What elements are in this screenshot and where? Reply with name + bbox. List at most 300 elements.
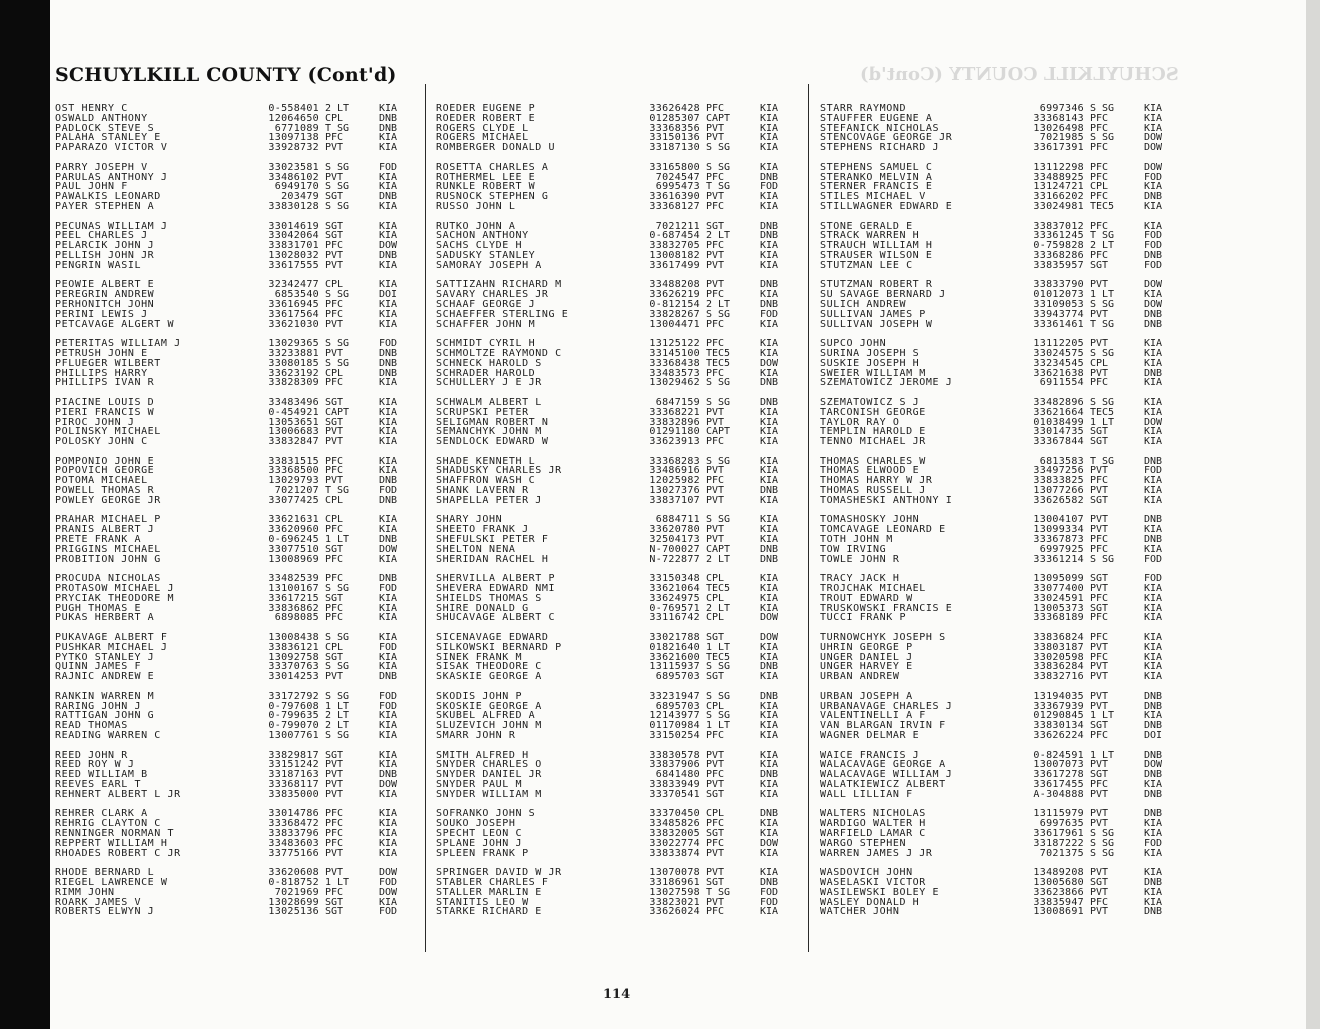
record-serial: 33828267 xyxy=(649,308,700,320)
record-name: PAUL JOHN F xyxy=(55,182,128,193)
record-serial: 33835957 xyxy=(1033,259,1084,271)
record-group xyxy=(820,692,1175,741)
record-group xyxy=(55,457,410,506)
record-row xyxy=(55,241,410,251)
record-serial: 13194035 xyxy=(1033,690,1084,702)
record-serial: 13008691 xyxy=(1033,906,1084,918)
record-name: WASELASKI VICTOR xyxy=(820,877,926,888)
record-status: KIA xyxy=(379,132,398,144)
record-row xyxy=(55,662,410,672)
record-row xyxy=(820,574,1175,584)
record-serial: 33833825 xyxy=(1033,475,1084,487)
record-name: URBAN ANDREW xyxy=(820,672,900,683)
record-row xyxy=(436,231,791,241)
column-divider xyxy=(808,84,809,952)
record-rank: PVT xyxy=(706,417,725,428)
record-rank: 2 LT xyxy=(325,711,350,722)
record-row xyxy=(820,819,1175,829)
record-status: DNB xyxy=(1144,769,1163,781)
record-serial: 33234545 xyxy=(1033,357,1084,369)
record-status: KIA xyxy=(760,112,779,124)
record-row xyxy=(55,545,410,555)
record-status: FOD xyxy=(1144,171,1163,183)
record-rank: 2 LT xyxy=(325,721,350,731)
record-name: PECUNAS WILLIAM J xyxy=(55,221,168,232)
record-rank: PFC xyxy=(1090,633,1109,643)
record-row xyxy=(436,633,791,643)
record-serial: 13008182 xyxy=(649,249,700,261)
record-name: SISAK THEODORE C xyxy=(436,662,542,673)
record-status: KIA xyxy=(1144,543,1163,555)
record-row xyxy=(436,349,791,359)
record-status: KIA xyxy=(760,710,779,722)
record-rank: PFC xyxy=(1090,378,1109,389)
record-rank: SGT xyxy=(706,789,725,800)
record-serial: 32342477 xyxy=(268,279,319,291)
record-status: KIA xyxy=(760,436,779,448)
record-name: OSWALD ANTHONY xyxy=(55,113,148,124)
record-status: KIA xyxy=(379,377,398,389)
record-name: PETRUSH JOHN E xyxy=(55,348,148,359)
roster-column-right xyxy=(820,104,1175,927)
record-rank: S SG xyxy=(1090,133,1115,144)
record-name: STUTZMAN LEE C xyxy=(820,260,913,271)
record-row xyxy=(820,662,1175,672)
record-status: DNB xyxy=(760,396,779,408)
record-status: KIA xyxy=(379,602,398,614)
record-rank: PFC xyxy=(325,299,344,310)
record-serial: 33488208 xyxy=(649,279,700,291)
record-row xyxy=(820,613,1175,623)
record-rank: PFC xyxy=(706,290,725,300)
record-row xyxy=(436,731,791,741)
record-name: PHILLIPS HARRY xyxy=(55,368,148,379)
record-rank: PFC xyxy=(706,437,725,447)
record-name: ROBERTS ELWYN J xyxy=(55,907,155,918)
record-rank: PVT xyxy=(1090,280,1109,291)
record-row xyxy=(55,476,410,486)
record-name: SCRUPSKI PETER xyxy=(436,407,529,418)
record-rank: PVT xyxy=(325,848,344,859)
record-name: POWELL THOMAS R xyxy=(55,486,155,496)
record-name: PROCUDA NICHOLAS xyxy=(55,574,161,585)
record-status: FOD xyxy=(760,886,779,898)
record-row xyxy=(55,320,410,330)
record-rank: PVT xyxy=(325,868,344,878)
record-status: KIA xyxy=(1144,818,1163,830)
record-rank: PVT xyxy=(706,280,725,291)
record-rank: PFC xyxy=(1090,221,1109,232)
record-status: KIA xyxy=(379,524,398,536)
record-name: ROGERS MICHAEL xyxy=(436,133,529,144)
record-row xyxy=(436,672,791,682)
record-status: KIA xyxy=(760,524,779,536)
record-name: POLINSKY MICHAEL xyxy=(55,427,161,438)
record-name: REED ROY W J xyxy=(55,760,135,771)
record-status: FOD xyxy=(379,906,398,918)
record-group xyxy=(436,515,791,564)
record-rank: SGT xyxy=(325,221,344,232)
record-status: DOW xyxy=(379,240,398,252)
record-name: URBAN JOSEPH A xyxy=(820,691,913,702)
page-title: SCHUYLKILL COUNTY (Cont'd) xyxy=(55,64,397,86)
record-name: SNYDER CHARLES O xyxy=(436,760,542,771)
record-status: KIA xyxy=(760,289,779,301)
record-serial: 33150254 xyxy=(649,730,700,741)
record-status: KIA xyxy=(1144,406,1163,418)
record-status: KIA xyxy=(760,142,779,154)
record-row xyxy=(436,320,791,330)
record-status: DOW xyxy=(760,837,779,849)
record-name: SADUSKY STANLEY xyxy=(436,250,536,261)
record-rank: CPL xyxy=(706,809,725,820)
record-status: KIA xyxy=(379,592,398,604)
record-rank: SGT xyxy=(1090,427,1109,438)
record-name: THOMAS ELWOOD E xyxy=(820,466,920,477)
record-status: KIA xyxy=(760,827,779,839)
record-group xyxy=(820,163,1175,212)
record-group xyxy=(820,222,1175,271)
record-row xyxy=(436,496,791,506)
record-group xyxy=(55,163,410,212)
record-status: KIA xyxy=(1144,426,1163,438)
record-row xyxy=(820,222,1175,232)
record-row xyxy=(820,692,1175,702)
record-name: SUSKIE JOSEPH H xyxy=(820,358,920,369)
record-name: PRETE FRANK A xyxy=(55,535,142,545)
record-rank: SGT xyxy=(325,907,344,918)
record-name: PELLISH JOHN JR xyxy=(55,250,155,261)
record-serial: 33831701 xyxy=(268,240,319,252)
record-rank: PFC xyxy=(706,838,725,849)
record-serial: 13029462 xyxy=(649,377,700,389)
record-status: DOI xyxy=(379,289,398,301)
record-name: SCHULLERY J E JR xyxy=(436,378,542,389)
record-rank: PVT xyxy=(1090,691,1109,702)
record-rank: PVT xyxy=(1090,525,1109,536)
record-group xyxy=(820,574,1175,623)
record-status: KIA xyxy=(760,416,779,428)
record-name: TROUT EDWARD W xyxy=(820,593,913,604)
record-status: KIA xyxy=(760,818,779,830)
record-serial: 33150136 xyxy=(649,132,700,144)
record-name: STONE GERALD E xyxy=(820,221,913,232)
record-row xyxy=(55,418,410,428)
record-serial: 33023581 xyxy=(268,161,319,173)
record-rank: S SG xyxy=(325,662,350,673)
record-row xyxy=(436,839,791,849)
record-name: TRACY JACK H xyxy=(820,574,900,585)
record-row xyxy=(436,163,791,173)
record-rank: CPL xyxy=(706,574,725,585)
record-status: FOD xyxy=(760,896,779,908)
record-serial: 33617499 xyxy=(649,259,700,271)
record-serial: 6997635 xyxy=(1039,818,1084,830)
record-name: PUKAVAGE ALBERT F xyxy=(55,633,168,643)
record-row xyxy=(55,702,410,712)
record-row xyxy=(55,790,410,800)
record-rank: PVT xyxy=(1090,309,1109,320)
record-status: KIA xyxy=(1144,338,1163,350)
record-row xyxy=(820,731,1175,741)
record-row xyxy=(436,760,791,770)
record-group xyxy=(436,457,791,506)
record-rank: PFC xyxy=(1090,731,1109,741)
record-name: PARRY JOSEPH V xyxy=(55,162,148,173)
record-rank: PFC xyxy=(706,104,725,114)
record-rank: PVT xyxy=(325,348,344,359)
record-serial: 13115937 xyxy=(649,661,700,673)
record-rank: PVT xyxy=(1090,368,1109,379)
record-row xyxy=(436,133,791,143)
record-status: KIA xyxy=(379,426,398,438)
record-status: DNB xyxy=(1144,749,1163,761)
record-rank: S SG xyxy=(325,182,350,193)
record-name: WALATKIEWICZ ALBERT xyxy=(820,779,946,790)
record-rank: 1 LT xyxy=(1090,417,1115,428)
record-serial: 13124721 xyxy=(1033,181,1084,193)
record-status: KIA xyxy=(760,778,779,790)
record-rank: PVT xyxy=(1090,887,1109,898)
record-name: PERHONITCH JOHN xyxy=(55,299,155,310)
record-row xyxy=(436,192,791,202)
record-rank: PFC xyxy=(706,201,725,212)
record-name: RANKIN WARREN M xyxy=(55,691,155,702)
record-name: SHELTON NENA xyxy=(436,544,516,555)
record-serial: 33836284 xyxy=(1033,661,1084,673)
record-status: DNB xyxy=(760,661,779,673)
record-row xyxy=(55,633,410,643)
record-serial: 33187130 xyxy=(649,142,700,154)
record-serial: 13112205 xyxy=(1033,338,1084,350)
record-name: UNGER HARVEY E xyxy=(820,662,913,673)
record-serial: 13097138 xyxy=(268,132,319,144)
record-name: SMARR JOHN R xyxy=(436,731,516,741)
record-rank: PFC xyxy=(1090,544,1109,555)
record-name: SMITH ALFRED H xyxy=(436,750,529,761)
record-row xyxy=(820,780,1175,790)
record-row xyxy=(436,515,791,525)
record-serial: 0-558401 xyxy=(268,103,319,114)
record-status: KIA xyxy=(1144,827,1163,839)
record-serial: 6911554 xyxy=(1039,377,1084,389)
record-rank: TEC5 xyxy=(706,652,731,663)
record-status: DNB xyxy=(379,249,398,261)
record-row xyxy=(820,898,1175,908)
record-name: SOFRANKO JOHN S xyxy=(436,809,536,820)
record-status: KIA xyxy=(760,583,779,595)
record-serial: 0-696245 xyxy=(268,534,319,546)
record-serial: 33370450 xyxy=(649,808,700,820)
record-name: RIEGEL LAWRENCE W xyxy=(55,877,168,888)
record-name: REED WILLIAM B xyxy=(55,770,148,780)
record-status: KIA xyxy=(379,308,398,320)
record-serial: 33837906 xyxy=(649,759,700,771)
record-rank: CPL xyxy=(325,642,344,653)
record-status: DOW xyxy=(379,778,398,790)
record-serial: 33368221 xyxy=(649,406,700,418)
record-serial: 33836121 xyxy=(268,641,319,653)
record-name: PUGH THOMAS E xyxy=(55,603,142,614)
record-status: DNB xyxy=(760,298,779,310)
record-name: STILLWAGNER EDWARD E xyxy=(820,201,953,212)
record-row xyxy=(55,398,410,408)
record-status: KIA xyxy=(760,347,779,359)
record-name: STABLER CHARLES F xyxy=(436,877,549,888)
record-serial: 33021788 xyxy=(649,632,700,644)
record-group xyxy=(55,574,410,623)
record-group xyxy=(820,633,1175,682)
record-row xyxy=(820,868,1175,878)
record-name: PAWALKIS LEONARD xyxy=(55,192,161,202)
record-row xyxy=(436,369,791,379)
record-name: PERINI LEWIS J xyxy=(55,309,148,320)
record-name: URBANAVAGE CHARLES J xyxy=(820,701,953,712)
record-status: KIA xyxy=(1144,347,1163,359)
record-serial: 01285307 xyxy=(649,112,700,124)
record-name: SHERIDAN RACHEL H xyxy=(436,554,549,565)
record-status: DNB xyxy=(760,230,779,242)
record-name: PADLOCK STEVE S xyxy=(55,123,155,134)
record-name: SKASKIE GEORGE A xyxy=(436,672,542,683)
record-serial: 6813583 xyxy=(1039,455,1084,467)
record-name: WALACAVAGE GEORGE A xyxy=(820,760,946,771)
record-row xyxy=(55,653,410,663)
record-rank: PVT xyxy=(706,250,725,261)
record-status: KIA xyxy=(760,132,779,144)
record-rank: CPL xyxy=(325,280,344,291)
record-row xyxy=(55,261,410,271)
record-serial: 6771089 xyxy=(274,122,319,134)
record-status: DNB xyxy=(1144,534,1163,546)
record-row xyxy=(55,613,410,623)
record-row xyxy=(820,545,1175,555)
record-row xyxy=(55,760,410,770)
record-row xyxy=(436,378,791,388)
record-status: DNB xyxy=(379,122,398,134)
record-rank: PVT xyxy=(325,437,344,447)
record-rank: PFC xyxy=(325,819,344,829)
record-rank: S SG xyxy=(706,456,731,467)
record-name: STEPHENS SAMUEL C xyxy=(820,162,933,173)
record-rank: PFC xyxy=(706,339,725,349)
record-serial: 6895703 xyxy=(655,700,700,712)
record-name: REHNERT ALBERT L JR xyxy=(55,789,181,800)
record-status: KIA xyxy=(1144,671,1163,683)
record-row xyxy=(820,241,1175,251)
record-rank: 1 LT xyxy=(325,535,350,545)
record-row xyxy=(436,173,791,183)
record-row xyxy=(55,143,410,153)
record-serial: 33621064 xyxy=(649,583,700,595)
record-name: SOUKO JOSEPH xyxy=(436,819,516,829)
record-serial: 33626428 xyxy=(649,103,700,114)
record-rank: S SG xyxy=(325,201,350,212)
record-name: SCHWALM ALBERT L xyxy=(436,397,542,408)
record-serial: 33837012 xyxy=(1033,220,1084,232)
record-row xyxy=(436,202,791,212)
record-row xyxy=(820,173,1175,183)
record-name: SCHAAF GEORGE J xyxy=(436,299,536,310)
record-rank: PFC xyxy=(1090,123,1109,134)
record-serial: 33835000 xyxy=(268,788,319,800)
record-status: FOD xyxy=(760,181,779,193)
record-serial: 33145100 xyxy=(649,347,700,359)
record-group xyxy=(820,751,1175,800)
record-rank: PVT xyxy=(325,789,344,800)
record-serial: 33617555 xyxy=(268,259,319,271)
record-group xyxy=(55,868,410,917)
record-serial: 13077266 xyxy=(1033,485,1084,497)
record-rank: PFC xyxy=(706,476,725,487)
column-divider xyxy=(425,84,426,952)
record-row xyxy=(436,427,791,437)
record-rank: PFC xyxy=(325,828,344,839)
record-status: FOD xyxy=(1144,259,1163,271)
record-status: KIA xyxy=(760,465,779,477)
record-name: STRAUSER WILSON E xyxy=(820,250,933,261)
bleed-through-title: SCHUYLKILL COUNTY (Cont'd) xyxy=(860,64,1179,85)
record-name: STRACK WARREN H xyxy=(820,231,920,242)
record-name: TOWLE JOHN R xyxy=(820,554,900,565)
record-serial: 33368127 xyxy=(649,200,700,212)
record-name: WAGNER DELMAR E xyxy=(820,731,920,741)
record-row xyxy=(820,182,1175,192)
record-rank: CPL xyxy=(1090,358,1109,369)
record-serial: 33823021 xyxy=(649,896,700,908)
record-row xyxy=(55,692,410,702)
record-status: FOD xyxy=(1144,573,1163,585)
record-name: STARKE RICHARD E xyxy=(436,907,542,918)
record-serial: 33077510 xyxy=(268,543,319,555)
record-status: DNB xyxy=(760,876,779,888)
record-status: KIA xyxy=(379,837,398,849)
record-serial: 33626582 xyxy=(1033,494,1084,506)
record-status: DOW xyxy=(379,543,398,555)
record-name: PENGRIN WASIL xyxy=(55,260,142,271)
record-rank: S SG xyxy=(1090,397,1115,408)
record-row xyxy=(820,192,1175,202)
record-status: KIA xyxy=(760,200,779,212)
record-status: KIA xyxy=(1144,485,1163,497)
record-rank: CPL xyxy=(325,113,344,124)
record-group xyxy=(436,280,791,329)
record-name: PUSHKAR MICHAEL J xyxy=(55,642,168,653)
record-status: DNB xyxy=(760,220,779,232)
record-rank: 1 LT xyxy=(1090,750,1115,761)
record-rank: S SG xyxy=(325,633,350,643)
record-row xyxy=(55,535,410,545)
record-row xyxy=(820,349,1175,359)
record-rank: PVT xyxy=(706,123,725,134)
record-name: POMPONIO JOHN E xyxy=(55,456,155,467)
record-name: SPRINGER DAVID W JR xyxy=(436,868,562,878)
record-name: ROMBERGER DONALD U xyxy=(436,143,556,153)
record-status: KIA xyxy=(760,720,779,732)
record-row xyxy=(820,320,1175,330)
record-serial: 13027598 xyxy=(649,886,700,898)
record-rank: PFC xyxy=(706,172,725,183)
record-rank: PFC xyxy=(1090,250,1109,261)
record-name: SAVARY CHARLES JR xyxy=(436,290,549,300)
record-rank: PFC xyxy=(325,309,344,320)
record-status: KIA xyxy=(379,896,398,908)
record-status: KIA xyxy=(760,475,779,487)
record-status: DNB xyxy=(760,485,779,497)
record-rank: PFC xyxy=(325,613,344,624)
record-name: ROEDER EUGENE P xyxy=(436,104,536,114)
record-row xyxy=(55,339,410,349)
